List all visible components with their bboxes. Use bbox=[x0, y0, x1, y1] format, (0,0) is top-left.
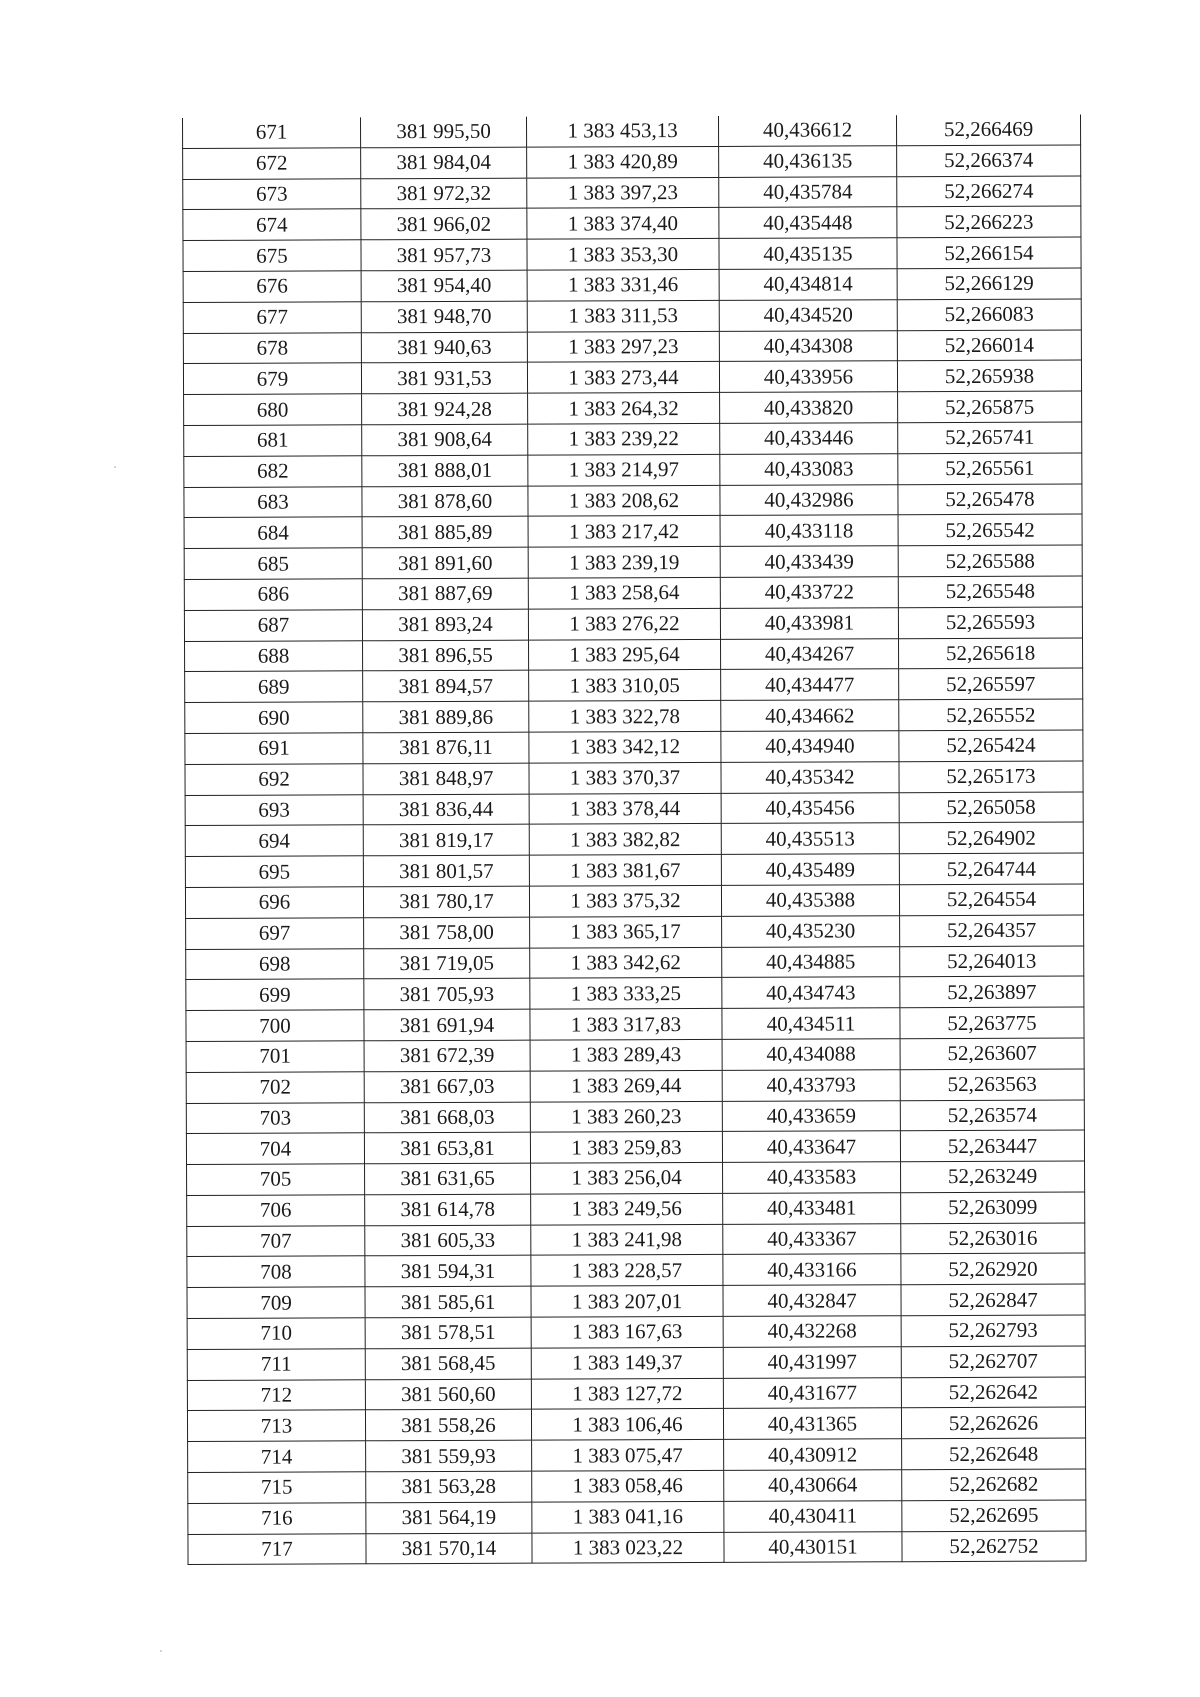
x-coordinate-cell: 381 568,45 bbox=[365, 1348, 531, 1379]
point-number-cell: 688 bbox=[185, 640, 363, 671]
point-number-cell: 700 bbox=[186, 1010, 364, 1041]
point-number-cell: 694 bbox=[185, 825, 363, 856]
y-coordinate-cell: 1 383 353,30 bbox=[527, 239, 719, 271]
latitude-cell: 40,436135 bbox=[719, 146, 897, 177]
point-number-cell: 713 bbox=[187, 1410, 365, 1441]
latitude-cell: 40,430912 bbox=[724, 1439, 902, 1470]
y-coordinate-cell: 1 383 276,22 bbox=[528, 608, 720, 640]
point-number-cell: 717 bbox=[188, 1533, 366, 1564]
latitude-cell: 40,434814 bbox=[719, 269, 897, 300]
latitude-cell: 40,434885 bbox=[722, 946, 900, 977]
point-number-cell: 699 bbox=[186, 979, 364, 1010]
point-number-cell: 679 bbox=[183, 363, 361, 394]
x-coordinate-cell: 381 876,11 bbox=[363, 732, 529, 763]
table-row bbox=[186, 915, 1084, 949]
longitude-cell: 52,266014 bbox=[897, 330, 1081, 362]
table-row bbox=[187, 1254, 1085, 1288]
latitude-cell: 40,433793 bbox=[722, 1069, 900, 1100]
table-row bbox=[183, 360, 1081, 394]
longitude-cell: 52,264013 bbox=[900, 946, 1084, 978]
y-coordinate-cell: 1 383 149,37 bbox=[531, 1347, 723, 1379]
latitude-cell: 40,433981 bbox=[720, 608, 898, 639]
table-row bbox=[184, 514, 1082, 548]
table-row bbox=[183, 268, 1081, 302]
scan-speck bbox=[160, 1650, 162, 1652]
table-row bbox=[183, 206, 1081, 240]
table-row bbox=[186, 976, 1084, 1010]
x-coordinate-cell: 381 954,40 bbox=[361, 270, 527, 301]
point-number-cell: 686 bbox=[184, 579, 362, 610]
table-row bbox=[186, 1007, 1084, 1041]
longitude-cell: 52,265588 bbox=[898, 545, 1082, 577]
x-coordinate-cell: 381 560,60 bbox=[365, 1379, 531, 1410]
x-coordinate-cell: 381 924,28 bbox=[362, 393, 528, 424]
table-row bbox=[186, 1100, 1084, 1134]
longitude-cell: 52,266223 bbox=[897, 206, 1081, 238]
y-coordinate-cell: 1 383 207,01 bbox=[531, 1286, 723, 1318]
y-coordinate-cell: 1 383 310,05 bbox=[529, 670, 721, 702]
latitude-cell: 40,435784 bbox=[719, 176, 897, 207]
y-coordinate-cell: 1 383 239,22 bbox=[528, 423, 720, 455]
x-coordinate-cell: 381 891,60 bbox=[362, 547, 528, 578]
longitude-cell: 52,265561 bbox=[898, 453, 1082, 485]
point-number-cell: 708 bbox=[187, 1256, 365, 1287]
longitude-cell: 52,265173 bbox=[899, 761, 1083, 793]
longitude-cell: 52,262648 bbox=[902, 1438, 1086, 1470]
longitude-cell: 52,262695 bbox=[902, 1500, 1086, 1532]
table-row bbox=[185, 822, 1083, 856]
table-row bbox=[183, 176, 1081, 210]
x-coordinate-cell: 381 558,26 bbox=[365, 1410, 531, 1441]
longitude-cell: 52,263249 bbox=[901, 1161, 1085, 1193]
latitude-cell: 40,434511 bbox=[722, 1008, 900, 1039]
longitude-cell: 52,265597 bbox=[899, 668, 1083, 700]
longitude-cell: 52,265618 bbox=[899, 638, 1083, 670]
table-row bbox=[186, 946, 1084, 980]
point-number-cell: 671 bbox=[183, 117, 361, 148]
point-number-cell: 689 bbox=[185, 671, 363, 702]
latitude-cell: 40,433118 bbox=[720, 515, 898, 546]
latitude-cell: 40,434662 bbox=[721, 700, 899, 731]
latitude-cell: 40,430664 bbox=[724, 1470, 902, 1501]
table-row bbox=[188, 1531, 1086, 1565]
point-number-cell: 709 bbox=[187, 1287, 365, 1318]
latitude-cell: 40,433439 bbox=[720, 546, 898, 577]
point-number-cell: 714 bbox=[188, 1441, 366, 1472]
y-coordinate-cell: 1 383 382,82 bbox=[529, 824, 721, 856]
x-coordinate-cell: 381 614,78 bbox=[365, 1194, 531, 1225]
y-coordinate-cell: 1 383 269,44 bbox=[530, 1070, 722, 1102]
point-number-cell: 701 bbox=[186, 1041, 364, 1072]
longitude-cell: 52,266274 bbox=[897, 176, 1081, 208]
point-number-cell: 715 bbox=[188, 1472, 366, 1503]
point-number-cell: 691 bbox=[185, 733, 363, 764]
latitude-cell: 40,431997 bbox=[723, 1347, 901, 1378]
point-number-cell: 678 bbox=[183, 332, 361, 363]
latitude-cell: 40,434743 bbox=[722, 977, 900, 1008]
latitude-cell: 40,433820 bbox=[720, 392, 898, 423]
x-coordinate-cell: 381 836,44 bbox=[363, 794, 529, 825]
table-row bbox=[183, 330, 1081, 364]
x-coordinate-cell: 381 564,19 bbox=[366, 1502, 532, 1533]
point-number-cell: 716 bbox=[188, 1503, 366, 1534]
table-row bbox=[187, 1315, 1085, 1349]
x-coordinate-cell: 381 719,05 bbox=[364, 948, 530, 979]
latitude-cell: 40,433446 bbox=[720, 423, 898, 454]
y-coordinate-cell: 1 383 249,56 bbox=[531, 1193, 723, 1225]
point-number-cell: 705 bbox=[187, 1164, 365, 1195]
y-coordinate-cell: 1 383 370,37 bbox=[529, 762, 721, 794]
y-coordinate-cell: 1 383 365,17 bbox=[530, 916, 722, 948]
latitude-cell: 40,435230 bbox=[722, 915, 900, 946]
y-coordinate-cell: 1 383 228,57 bbox=[531, 1255, 723, 1287]
point-number-cell: 697 bbox=[186, 918, 364, 949]
y-coordinate-cell: 1 383 378,44 bbox=[529, 793, 721, 825]
x-coordinate-cell: 381 594,31 bbox=[365, 1256, 531, 1287]
longitude-cell: 52,265552 bbox=[899, 699, 1083, 731]
y-coordinate-cell: 1 383 322,78 bbox=[529, 701, 721, 733]
longitude-cell: 52,265938 bbox=[897, 360, 1081, 392]
latitude-cell: 40,430151 bbox=[724, 1531, 902, 1562]
point-number-cell: 711 bbox=[187, 1349, 365, 1380]
x-coordinate-cell: 381 984,04 bbox=[361, 147, 527, 178]
table-row bbox=[184, 576, 1082, 610]
point-number-cell: 710 bbox=[187, 1318, 365, 1349]
longitude-cell: 52,262707 bbox=[901, 1346, 1085, 1378]
y-coordinate-cell: 1 383 375,32 bbox=[529, 885, 721, 917]
x-coordinate-cell: 381 972,32 bbox=[361, 178, 527, 209]
longitude-cell: 52,265741 bbox=[898, 422, 1082, 454]
longitude-cell: 52,265542 bbox=[898, 514, 1082, 546]
y-coordinate-cell: 1 383 374,40 bbox=[527, 208, 719, 240]
longitude-cell: 52,265058 bbox=[899, 792, 1083, 824]
x-coordinate-cell: 381 848,97 bbox=[363, 763, 529, 794]
y-coordinate-cell: 1 383 239,19 bbox=[528, 547, 720, 579]
point-number-cell: 674 bbox=[183, 209, 361, 240]
longitude-cell: 52,266083 bbox=[897, 299, 1081, 331]
point-number-cell: 695 bbox=[185, 856, 363, 887]
point-number-cell: 676 bbox=[183, 271, 361, 302]
x-coordinate-cell: 381 889,86 bbox=[363, 701, 529, 732]
longitude-cell: 52,263607 bbox=[900, 1038, 1084, 1070]
x-coordinate-cell: 381 758,00 bbox=[364, 917, 530, 948]
point-number-cell: 687 bbox=[184, 610, 362, 641]
longitude-cell: 52,262920 bbox=[901, 1254, 1085, 1286]
x-coordinate-cell: 381 931,53 bbox=[361, 363, 527, 394]
x-coordinate-cell: 381 585,61 bbox=[365, 1286, 531, 1317]
y-coordinate-cell: 1 383 256,04 bbox=[531, 1163, 723, 1195]
table-row bbox=[183, 299, 1081, 333]
x-coordinate-cell: 381 908,64 bbox=[362, 424, 528, 455]
x-coordinate-cell: 381 893,24 bbox=[362, 609, 528, 640]
latitude-cell: 40,435448 bbox=[719, 207, 897, 238]
longitude-cell: 52,266469 bbox=[896, 115, 1080, 146]
y-coordinate-cell: 1 383 217,42 bbox=[528, 516, 720, 548]
table-row bbox=[184, 422, 1082, 456]
latitude-cell: 40,432847 bbox=[723, 1285, 901, 1316]
latitude-cell: 40,433956 bbox=[719, 361, 897, 392]
longitude-cell: 52,263016 bbox=[901, 1223, 1085, 1255]
table-row bbox=[185, 638, 1083, 672]
y-coordinate-cell: 1 383 381,67 bbox=[529, 855, 721, 887]
latitude-cell: 40,436612 bbox=[718, 115, 896, 146]
y-coordinate-cell: 1 383 333,25 bbox=[530, 978, 722, 1010]
latitude-cell: 40,434520 bbox=[719, 300, 897, 331]
x-coordinate-cell: 381 605,33 bbox=[365, 1225, 531, 1256]
table-row bbox=[185, 730, 1083, 764]
y-coordinate-cell: 1 383 260,23 bbox=[530, 1101, 722, 1133]
longitude-cell: 52,266129 bbox=[897, 268, 1081, 300]
latitude-cell: 40,435456 bbox=[721, 792, 899, 823]
x-coordinate-cell: 381 705,93 bbox=[364, 978, 530, 1009]
longitude-cell: 52,263574 bbox=[900, 1100, 1084, 1132]
x-coordinate-cell: 381 878,60 bbox=[362, 486, 528, 517]
point-number-cell: 673 bbox=[183, 178, 361, 209]
latitude-cell: 40,433647 bbox=[722, 1131, 900, 1162]
x-coordinate-cell: 381 668,03 bbox=[364, 1102, 530, 1133]
table-row bbox=[184, 607, 1082, 641]
latitude-cell: 40,432986 bbox=[720, 484, 898, 515]
point-number-cell: 672 bbox=[183, 148, 361, 179]
y-coordinate-cell: 1 383 106,46 bbox=[531, 1409, 723, 1441]
table-row bbox=[185, 853, 1083, 887]
longitude-cell: 52,266374 bbox=[897, 145, 1081, 177]
x-coordinate-cell: 381 957,73 bbox=[361, 239, 527, 270]
point-number-cell: 680 bbox=[184, 394, 362, 425]
point-number-cell: 707 bbox=[187, 1225, 365, 1256]
y-coordinate-cell: 1 383 208,62 bbox=[528, 485, 720, 517]
longitude-cell: 52,265593 bbox=[898, 607, 1082, 639]
point-number-cell: 692 bbox=[185, 764, 363, 795]
latitude-cell: 40,430411 bbox=[724, 1501, 902, 1532]
y-coordinate-cell: 1 383 264,32 bbox=[528, 393, 720, 425]
latitude-cell: 40,433166 bbox=[723, 1254, 901, 1285]
x-coordinate-cell: 381 631,65 bbox=[365, 1163, 531, 1194]
y-coordinate-cell: 1 383 041,16 bbox=[532, 1501, 724, 1533]
x-coordinate-cell: 381 885,89 bbox=[362, 517, 528, 548]
x-coordinate-cell: 381 894,57 bbox=[363, 671, 529, 702]
latitude-cell: 40,433083 bbox=[720, 454, 898, 485]
y-coordinate-cell: 1 383 273,44 bbox=[527, 362, 719, 394]
table-row bbox=[184, 484, 1082, 518]
latitude-cell: 40,435513 bbox=[721, 823, 899, 854]
longitude-cell: 52,264902 bbox=[899, 822, 1083, 854]
scan-speck bbox=[114, 466, 116, 468]
x-coordinate-cell: 381 653,81 bbox=[364, 1132, 530, 1163]
latitude-cell: 40,433659 bbox=[722, 1100, 900, 1131]
latitude-cell: 40,433481 bbox=[723, 1193, 901, 1224]
y-coordinate-cell: 1 383 342,12 bbox=[529, 731, 721, 763]
y-coordinate-cell: 1 383 317,83 bbox=[530, 1009, 722, 1041]
longitude-cell: 52,262752 bbox=[902, 1531, 1086, 1563]
y-coordinate-cell: 1 383 331,46 bbox=[527, 269, 719, 301]
latitude-cell: 40,431677 bbox=[723, 1377, 901, 1408]
y-coordinate-cell: 1 383 259,83 bbox=[530, 1132, 722, 1164]
x-coordinate-cell: 381 780,17 bbox=[363, 886, 529, 917]
longitude-cell: 52,262847 bbox=[901, 1284, 1085, 1316]
x-coordinate-cell: 381 819,17 bbox=[363, 825, 529, 856]
latitude-cell: 40,435135 bbox=[719, 238, 897, 269]
longitude-cell: 52,263897 bbox=[900, 976, 1084, 1008]
table-row bbox=[185, 699, 1083, 733]
longitude-cell: 52,263563 bbox=[900, 1069, 1084, 1101]
y-coordinate-cell: 1 383 397,23 bbox=[527, 177, 719, 209]
y-coordinate-cell: 1 383 311,53 bbox=[527, 300, 719, 332]
y-coordinate-cell: 1 383 023,22 bbox=[532, 1532, 724, 1564]
table-row bbox=[186, 1038, 1084, 1072]
latitude-cell: 40,434267 bbox=[721, 638, 899, 669]
table-row bbox=[187, 1377, 1085, 1411]
table-row bbox=[187, 1192, 1085, 1226]
coordinates-table bbox=[182, 115, 1087, 1566]
table-row bbox=[187, 1161, 1085, 1195]
point-number-cell: 693 bbox=[185, 794, 363, 825]
table-row bbox=[187, 1408, 1085, 1442]
x-coordinate-cell: 381 570,14 bbox=[366, 1533, 532, 1564]
table-row bbox=[186, 1130, 1084, 1164]
table-row bbox=[186, 1069, 1084, 1103]
table-row bbox=[185, 792, 1083, 826]
table-row bbox=[188, 1438, 1086, 1472]
x-coordinate-cell: 381 896,55 bbox=[363, 640, 529, 671]
y-coordinate-cell: 1 383 295,64 bbox=[529, 639, 721, 671]
x-coordinate-cell: 381 563,28 bbox=[366, 1471, 532, 1502]
y-coordinate-cell: 1 383 127,72 bbox=[531, 1378, 723, 1410]
y-coordinate-cell: 1 383 241,98 bbox=[531, 1224, 723, 1256]
y-coordinate-cell: 1 383 075,47 bbox=[532, 1440, 724, 1472]
y-coordinate-cell: 1 383 258,64 bbox=[528, 577, 720, 609]
y-coordinate-cell: 1 383 058,46 bbox=[532, 1470, 724, 1502]
point-number-cell: 690 bbox=[185, 702, 363, 733]
point-number-cell: 684 bbox=[184, 517, 362, 548]
longitude-cell: 52,265424 bbox=[899, 730, 1083, 762]
x-coordinate-cell: 381 940,63 bbox=[361, 332, 527, 363]
y-coordinate-cell: 1 383 297,23 bbox=[527, 331, 719, 363]
longitude-cell: 52,263775 bbox=[900, 1007, 1084, 1039]
point-number-cell: 706 bbox=[187, 1195, 365, 1226]
x-coordinate-cell: 381 672,39 bbox=[364, 1040, 530, 1071]
latitude-cell: 40,433722 bbox=[720, 577, 898, 608]
latitude-cell: 40,434940 bbox=[721, 731, 899, 762]
point-number-cell: 696 bbox=[185, 887, 363, 918]
table-row bbox=[187, 1346, 1085, 1380]
table-row bbox=[183, 145, 1081, 179]
longitude-cell: 52,264554 bbox=[899, 884, 1083, 916]
y-coordinate-cell: 1 383 167,63 bbox=[531, 1317, 723, 1349]
y-coordinate-cell: 1 383 420,89 bbox=[527, 146, 719, 178]
longitude-cell: 52,265478 bbox=[898, 484, 1082, 516]
point-number-cell: 704 bbox=[186, 1133, 364, 1164]
table-row bbox=[183, 115, 1081, 149]
y-coordinate-cell: 1 383 342,62 bbox=[530, 947, 722, 979]
x-coordinate-cell: 381 966,02 bbox=[361, 209, 527, 240]
table-row bbox=[188, 1500, 1086, 1534]
x-coordinate-cell: 381 578,51 bbox=[365, 1317, 531, 1348]
table-row bbox=[183, 237, 1081, 271]
table-row bbox=[184, 391, 1082, 425]
x-coordinate-cell: 381 691,94 bbox=[364, 1009, 530, 1040]
point-number-cell: 702 bbox=[186, 1072, 364, 1103]
table-row bbox=[185, 884, 1083, 918]
table-row bbox=[185, 761, 1083, 795]
longitude-cell: 52,263099 bbox=[901, 1192, 1085, 1224]
latitude-cell: 40,433367 bbox=[723, 1223, 901, 1254]
longitude-cell: 52,264357 bbox=[900, 915, 1084, 947]
x-coordinate-cell: 381 888,01 bbox=[362, 455, 528, 486]
longitude-cell: 52,262793 bbox=[901, 1315, 1085, 1347]
y-coordinate-cell: 1 383 453,13 bbox=[526, 116, 718, 147]
latitude-cell: 40,433583 bbox=[723, 1162, 901, 1193]
latitude-cell: 40,435342 bbox=[721, 761, 899, 792]
latitude-cell: 40,434088 bbox=[722, 1039, 900, 1070]
point-number-cell: 683 bbox=[184, 486, 362, 517]
x-coordinate-cell: 381 995,50 bbox=[360, 117, 526, 148]
x-coordinate-cell: 381 948,70 bbox=[361, 301, 527, 332]
longitude-cell: 52,264744 bbox=[899, 853, 1083, 885]
longitude-cell: 52,263447 bbox=[900, 1130, 1084, 1162]
x-coordinate-cell: 381 887,69 bbox=[362, 578, 528, 609]
point-number-cell: 681 bbox=[184, 425, 362, 456]
x-coordinate-cell: 381 559,93 bbox=[366, 1440, 532, 1471]
table-row bbox=[185, 668, 1083, 702]
latitude-cell: 40,435489 bbox=[721, 854, 899, 885]
longitude-cell: 52,265548 bbox=[898, 576, 1082, 608]
latitude-cell: 40,432268 bbox=[723, 1316, 901, 1347]
point-number-cell: 675 bbox=[183, 240, 361, 271]
latitude-cell: 40,434308 bbox=[719, 330, 897, 361]
table-row bbox=[184, 453, 1082, 487]
y-coordinate-cell: 1 383 214,97 bbox=[528, 454, 720, 486]
table-row bbox=[187, 1223, 1085, 1257]
x-coordinate-cell: 381 801,57 bbox=[363, 855, 529, 886]
point-number-cell: 685 bbox=[184, 548, 362, 579]
coordinates-table-body bbox=[183, 115, 1087, 1565]
longitude-cell: 52,265875 bbox=[898, 391, 1082, 423]
point-number-cell: 677 bbox=[183, 302, 361, 333]
table-row bbox=[184, 545, 1082, 579]
longitude-cell: 52,262682 bbox=[902, 1469, 1086, 1501]
longitude-cell: 52,262642 bbox=[901, 1377, 1085, 1409]
point-number-cell: 698 bbox=[186, 948, 364, 979]
point-number-cell: 703 bbox=[186, 1102, 364, 1133]
coordinates-table-wrapper bbox=[182, 115, 1086, 1566]
point-number-cell: 682 bbox=[184, 456, 362, 487]
table-row bbox=[188, 1469, 1086, 1503]
y-coordinate-cell: 1 383 289,43 bbox=[530, 1039, 722, 1071]
x-coordinate-cell: 381 667,03 bbox=[364, 1071, 530, 1102]
latitude-cell: 40,435388 bbox=[721, 885, 899, 916]
longitude-cell: 52,266154 bbox=[897, 237, 1081, 269]
point-number-cell: 712 bbox=[187, 1379, 365, 1410]
table-row bbox=[187, 1284, 1085, 1318]
latitude-cell: 40,431365 bbox=[723, 1408, 901, 1439]
longitude-cell: 52,262626 bbox=[901, 1408, 1085, 1440]
latitude-cell: 40,434477 bbox=[721, 669, 899, 700]
